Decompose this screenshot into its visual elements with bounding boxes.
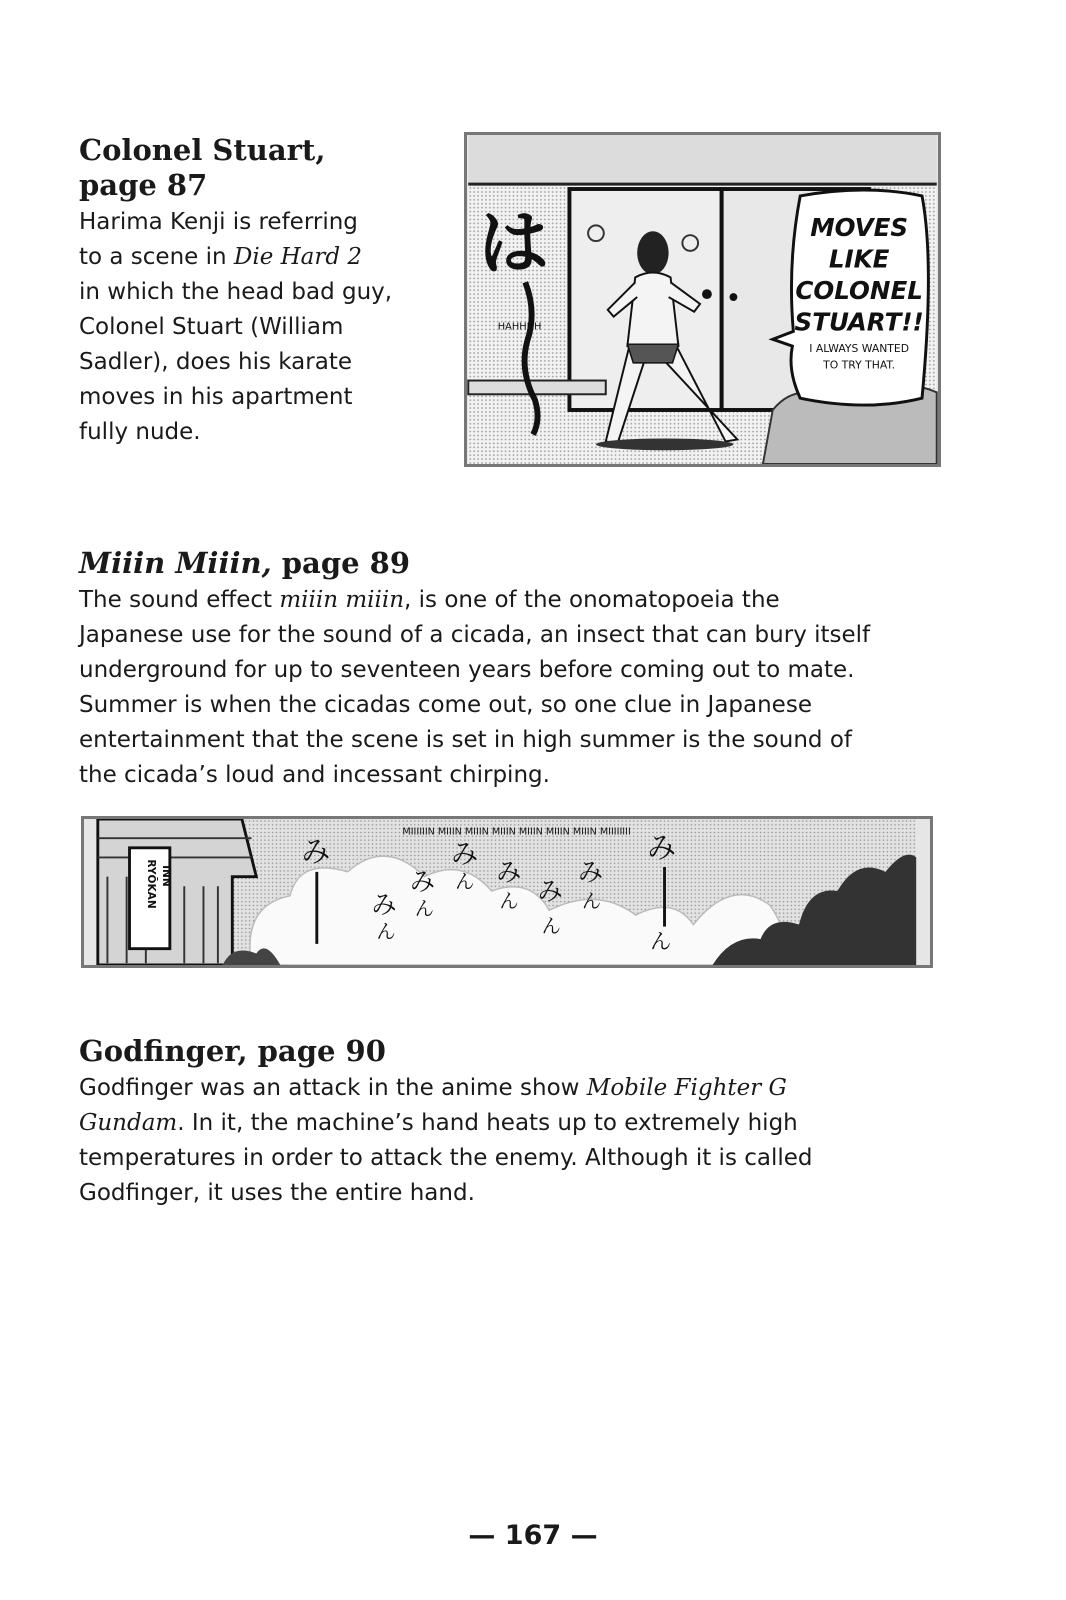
sfx-kana: は (478, 201, 549, 285)
sfx-kana-mi: み (371, 890, 397, 920)
sfx-kana-n: ん (499, 889, 519, 913)
body-line: The sound effect miiin miiin, is one of the onomatopoeia the (79, 587, 780, 613)
body-line: fully nude. (79, 419, 201, 445)
body-line: underground for up to seventeen years before coming out to mate. (79, 657, 855, 683)
body-line: Gundam. In it, the machine’s hand heats up to extremely high (79, 1110, 798, 1136)
section-heading-colonel-stuart (79, 133, 325, 203)
bubble-line-2: LIKE (828, 244, 890, 274)
bubble-line-4: STUART!! (794, 307, 924, 337)
manga-panel-art (467, 135, 938, 464)
sfx-kana-mi: み (537, 876, 563, 906)
body-line: Summer is when the cicadas come out, so one clue in Japanese (79, 692, 812, 718)
sfx-kana-n: ん (581, 889, 602, 913)
body-line: Japanese use for the sound of a cicada, an insect that can bury itself (79, 622, 871, 648)
bubble-line-1: MOVES (810, 213, 909, 243)
sfx-kana-mi: み (409, 867, 435, 897)
sfx-kana-mi: み (301, 834, 331, 869)
body-line: the cicada’s loud and incessant chirping. (79, 762, 550, 788)
bubble-small-line-1: I ALWAYS WANTED (809, 342, 910, 356)
body-line: entertainment that the scene is set in high summer is the sound of (79, 727, 852, 753)
section-heading-miiin-miiin (79, 546, 410, 581)
sfx-caption: MIIIIIIN MIIIN MIIIN MIIIN MIIIN MIIIN MIIIN MIIIIIIII (402, 826, 631, 838)
body-line: Colonel Stuart (William (79, 314, 344, 340)
bubble-small-line-2: TO TRY THAT. (823, 358, 896, 372)
section-body-godfinger (79, 1071, 979, 1211)
manga-panel-miiin-miiin (81, 816, 933, 968)
sign-english: INN (160, 865, 173, 887)
sfx-kana-n: ん (376, 920, 396, 944)
body-line: Godfinger was an attack in the anime show Mobile Fighter G (79, 1075, 787, 1101)
body-line: in which the head bad guy, (79, 279, 393, 305)
sfx-kana-mi: み (578, 857, 604, 887)
sfx-kana-n: ん (455, 870, 475, 894)
sfx-kana-n: ん (414, 897, 435, 921)
sfx-kana-n: ん (650, 928, 672, 954)
body-line: temperatures in order to attack the enemy. Although it is called (79, 1145, 813, 1171)
section-body-colonel-stuart (79, 205, 439, 450)
body-line: to a scene in Die Hard 2 (79, 244, 363, 270)
body-line: Godfinger, it uses the entire hand. (79, 1180, 475, 1206)
manga-panel-colonel-stuart (464, 132, 941, 467)
section-heading-godfinger (79, 1034, 386, 1069)
page-number: — 167 — (468, 1520, 598, 1551)
heading-italic: Miiin Miiin, (79, 546, 272, 580)
bubble-line-3: COLONEL (795, 276, 923, 306)
sfx-kana-n: ん (541, 914, 561, 938)
sfx-kana-mi: み (451, 839, 479, 871)
body-line: Harima Kenji is referring (79, 209, 358, 235)
body-line: moves in his apartment (79, 384, 353, 410)
heading-line-2: page 87 (79, 168, 208, 202)
section-body-miiin-miiin (79, 583, 979, 793)
body-line: Sadler), does his karate (79, 349, 352, 375)
manga-panel-art-2 (84, 819, 930, 965)
sign-japanese: RYŌKAN (144, 859, 157, 909)
heading-text: Godfinger, page 90 (79, 1034, 386, 1068)
sfx-label: HAHHHH (497, 321, 542, 333)
sfx-kana-mi: み (647, 830, 677, 865)
heading-rest: page 89 (271, 546, 411, 580)
heading-line-1: Colonel Stuart, (79, 133, 326, 167)
sfx-kana-mi: み (496, 857, 522, 887)
